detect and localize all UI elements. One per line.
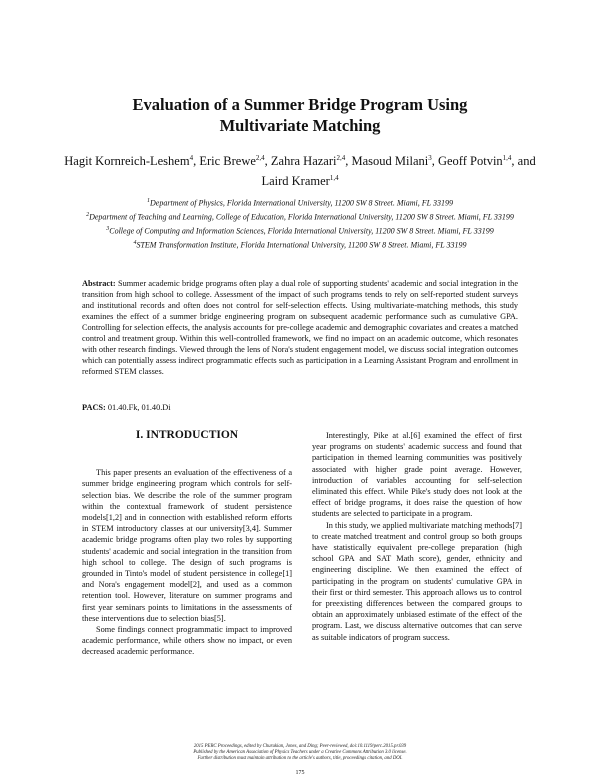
- footer-line: 2015 PERC Proceedings, edited by Churukian, Jones, and Ding; Peer-reviewed, doi:10.1119/perc.2015.pr.039: [193, 744, 407, 749]
- author-name: Zahra Hazari: [270, 154, 337, 169]
- left-column: [82, 430, 292, 658]
- page-number: 175: [295, 770, 305, 776]
- author-separator: ,: [193, 154, 200, 169]
- pacs-label: PACS:: [82, 403, 106, 412]
- affiliation-text: College of Computing and Information Sciences, Florida International University, 11200 SW 8 Street. Miami, FL 33199: [109, 226, 494, 236]
- pacs-value: 01.40.Fk, 01.40.Di: [105, 403, 171, 412]
- pacs: [82, 403, 171, 412]
- footer: [0, 744, 600, 762]
- author-affiliation-mark: 1,4: [502, 154, 512, 162]
- paragraph: In this study, we applied multivariate matching methods[7] to create matched treatment and control group so both groups have statistically equivalent pre-college preparation (high school GPA and SAT Math score), gender, ethnicity and engineering discipline. We then examined the effect of participating in the program on students' cumulative GPA in their first or third semester. This approach allows us to control for preexisting differences between the compared groups to obtain an approximately unbiased estimate of the effect of the program. Last, we discuss alternative outcomes that can serve as suitable indicators of program success.: [312, 520, 522, 642]
- paragraph: This paper presents an evaluation of the effectiveness of a summer bridge engineering program which controls for self-selection bias. We describe the role of the summer program within the contextual framework of student persistence models[1,2] and in connection with established reform efforts in STEM introductory classes at our university[3,4]. Summer academic bridge programs often play two roles by supporting students' academic and social integration in the transition from high school to college. The design of such programs is grounded in Tinto's model of student persistence in college[1] and Nora's engagement model[2], and used as a common retention tool. However, literature on summer programs and first year seminars points to limitations in the assessments of these interventions due to selection bias[5].: [82, 468, 292, 623]
- abstract: [82, 278, 518, 377]
- author-name: Hagit Kornreich-Leshem: [64, 154, 190, 169]
- footer-line: Published by the American Association of Physics Teachers under a Creative Commons Attribution 3.0 license.: [193, 750, 407, 755]
- author-name: Masoud Milani: [351, 154, 429, 169]
- paragraph: Some findings connect programmatic impact to improved academic performance, while others show no impact, or even decreased academic performance.: [82, 625, 292, 657]
- affiliation-mark: 2: [86, 212, 90, 219]
- affiliation: [80, 210, 520, 223]
- author-separator: ,: [431, 154, 438, 169]
- paper-title: [0, 94, 600, 136]
- affiliation-text: Department of Physics, Florida International University, 11200 SW 8 Street. Miami, FL 33199: [150, 198, 453, 208]
- title-line-2: Multivariate Matching: [219, 116, 381, 135]
- author-name: Laird Kramer: [261, 174, 330, 189]
- affiliation-mark: 3: [106, 226, 110, 233]
- affiliation-mark: 1: [147, 198, 151, 204]
- affiliation-text: STEM Transformation Institute, Florida International University, 11200 SW 8 Street. Miami, FL 33199: [136, 241, 467, 251]
- title-line-1: Evaluation of a Summer Bridge Program Using: [132, 95, 468, 114]
- section-heading: I. INTRODUCTION: [135, 429, 239, 441]
- author-affiliation-mark: 3: [428, 154, 432, 162]
- footer-line: Further distribution must maintain attribution to the article's authors, title, proceedings citation, and DOI.: [197, 756, 403, 761]
- author-list: [60, 150, 540, 190]
- author-affiliation-mark: 1,4: [329, 174, 339, 183]
- affiliation-text: Department of Teaching and Learning, College of Education, Florida International University, 11200 SW 8 Street. Miami, FL 33199: [89, 212, 514, 222]
- author-name: Geoff Potvin: [437, 154, 503, 169]
- paragraph: Interestingly, Pike at al.[6] examined the effect of first year programs on students' academic success and found that participation in themed learning communities was positively associated with higher grade point average. However, introduction of variables accounting for self-selection eliminated this effect. While Pike's study does not look at the effect of bridge programs, it does raise the question of how students are selected to participate in a program.: [312, 431, 522, 519]
- author-affiliation-mark: 2,4: [336, 154, 346, 162]
- affiliation: [80, 224, 520, 237]
- author-separator: , and: [511, 154, 536, 169]
- abstract-text: Summer academic bridge programs often play a dual role of supporting students' academic and social integration in the transition from high school to college. Assessment of the impact of such programs tends to rely on self-reported student surveys and institutional records and often does not control for self-selection effects. Using multivariate-matching methods, this study examines the effect of a summer bridge engineering program on subsequent academic performance such as cumulative GPA. Controlling for selection effects, the analysis accounts for pre-college academic and demographic covariates and creates a matched control and treatment group. Within this well-controlled framework, we find no impact on an academic outcome, which resonates with other research findings. Viewed through the lens of Nora's student engagement model, we discuss social integration outcomes which can potentially assess indirect programmatic effects such as participation in a Learning Assistant Program and enrollment in reformed STEM classes.: [82, 279, 518, 376]
- affiliation-mark: 4: [133, 240, 137, 247]
- author-name: Eric Brewe: [199, 154, 256, 169]
- affiliations: [80, 196, 520, 253]
- affiliation: [80, 238, 520, 251]
- author-affiliation-mark: 2,4: [255, 154, 265, 162]
- affiliation: [80, 196, 520, 209]
- author-affiliation-mark: 4: [189, 154, 194, 162]
- author-separator: ,: [264, 154, 271, 169]
- author-separator: ,: [345, 154, 352, 169]
- abstract-label: Abstract:: [82, 279, 116, 288]
- right-column: [312, 430, 522, 643]
